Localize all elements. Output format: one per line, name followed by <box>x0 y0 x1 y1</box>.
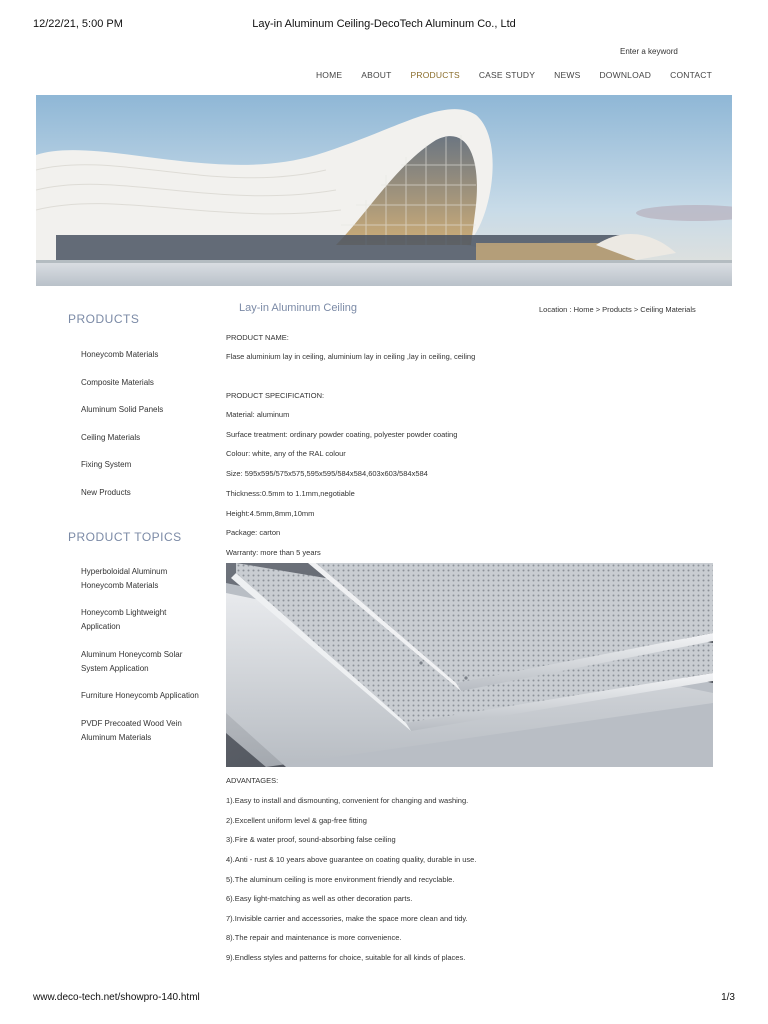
print-header <box>33 18 735 32</box>
advantage-item: 6).Easy light-matching as well as other decoration parts. <box>226 894 413 903</box>
topic-hyperboloidal[interactable] <box>81 565 221 592</box>
banner-image <box>36 95 732 286</box>
spec-warranty: Warranty: more than 5 years <box>226 548 321 557</box>
sidebar-item-ceiling-materials[interactable]: Ceiling Materials <box>81 433 141 442</box>
print-page-number: 1/3 <box>721 992 735 1003</box>
spec-material: Material: aluminum <box>226 410 290 419</box>
advantage-item: 7).Invisible carrier and accessories, make the space more clean and tidy. <box>226 914 468 923</box>
topic-line: Honeycomb Materials <box>81 580 159 590</box>
topic-line: Aluminum Honeycomb Solar <box>81 650 183 659</box>
advantage-item: 3).Fire & water proof, sound-absorbing false ceiling <box>226 835 396 844</box>
topic-line: System Application <box>81 663 149 673</box>
spec-surface: Surface treatment: ordinary powder coating, polyester powder coating <box>226 430 458 439</box>
nav-products[interactable]: PRODUCTS <box>410 70 460 80</box>
advantage-item: 4).Anti - rust & 10 years above guarantee on coating quality, durable in use. <box>226 855 477 864</box>
product-name-value: Flase aluminium lay in ceiling, aluminium lay in ceiling ,lay in ceiling, ceiling <box>226 352 476 361</box>
advantage-item: 2).Excellent uniform level & gap-free fitting <box>226 816 367 825</box>
advantage-item: 8).The repair and maintenance is more convenience. <box>226 933 402 942</box>
advantages-label: ADVANTAGES: <box>226 776 279 785</box>
spec-package: Package: carton <box>226 528 281 537</box>
print-doc-title: Lay-in Aluminum Ceiling-DecoTech Aluminum Co., Ltd <box>252 18 516 30</box>
advantage-item: 1).Easy to install and dismounting, convenient for changing and washing. <box>226 796 469 805</box>
sidebar-item-fixing-system[interactable]: Fixing System <box>81 460 132 469</box>
spec-thickness: Thickness:0.5mm to 1.1mm,negotiable <box>226 489 355 498</box>
topic-line: Hyperboloidal Aluminum <box>81 567 168 576</box>
main-nav <box>297 70 712 80</box>
spec-height: Height:4.5mm,8mm,10mm <box>226 509 315 518</box>
nav-case-study[interactable]: CASE STUDY <box>478 70 536 80</box>
sidebar-item-honeycomb-materials[interactable]: Honeycomb Materials <box>81 350 159 359</box>
nav-news[interactable]: NEWS <box>554 70 581 80</box>
sidebar-topics-heading: PRODUCT TOPICS <box>68 530 182 544</box>
sidebar-item-composite-materials[interactable]: Composite Materials <box>81 378 154 387</box>
advantage-item: 9).Endless styles and patterns for choice, suitable for all kinds of places. <box>226 953 466 962</box>
topic-line: PVDF Precoated Wood Vein <box>81 719 182 728</box>
nav-home[interactable]: HOME <box>315 70 343 80</box>
topic-solar-system[interactable] <box>81 648 221 675</box>
product-name-label: PRODUCT NAME: <box>226 333 289 342</box>
page-title: Lay-in Aluminum Ceiling <box>239 302 357 314</box>
nav-download[interactable]: DOWNLOAD <box>599 70 652 80</box>
spec-colour: Colour: white, any of the RAL colour <box>226 449 346 458</box>
topic-furniture[interactable] <box>81 689 221 703</box>
nav-contact[interactable]: CONTACT <box>670 70 712 80</box>
search-input[interactable]: Enter a keyword <box>620 47 678 56</box>
topic-honeycomb-lightweight[interactable] <box>81 606 221 633</box>
print-url: www.deco-tech.net/showpro-140.html <box>33 992 200 1003</box>
sidebar-products-heading: PRODUCTS <box>68 312 140 326</box>
breadcrumb: Location : Home > Products > Ceiling Materials <box>539 305 696 314</box>
sidebar-item-aluminum-solid-panels[interactable]: Aluminum Solid Panels <box>81 405 164 414</box>
spec-label: PRODUCT SPECIFICATION: <box>226 391 325 400</box>
print-datetime: 12/22/21, 5:00 PM <box>33 18 123 30</box>
topic-line: Application <box>81 621 121 631</box>
product-photo <box>226 563 713 767</box>
topic-line: Aluminum Materials <box>81 732 152 742</box>
spec-size: Size: 595x595/575x575,595x595/584x584,603x603/584x584 <box>226 469 428 478</box>
advantage-item: 5).The aluminum ceiling is more environment friendly and recyclable. <box>226 875 455 884</box>
topic-line: Honeycomb Lightweight <box>81 608 167 617</box>
topic-line: Furniture Honeycomb Application <box>81 691 199 700</box>
topic-pvdf-wood-vein[interactable] <box>81 717 221 744</box>
nav-about[interactable]: ABOUT <box>361 70 392 80</box>
sidebar-item-new-products[interactable]: New Products <box>81 488 131 497</box>
